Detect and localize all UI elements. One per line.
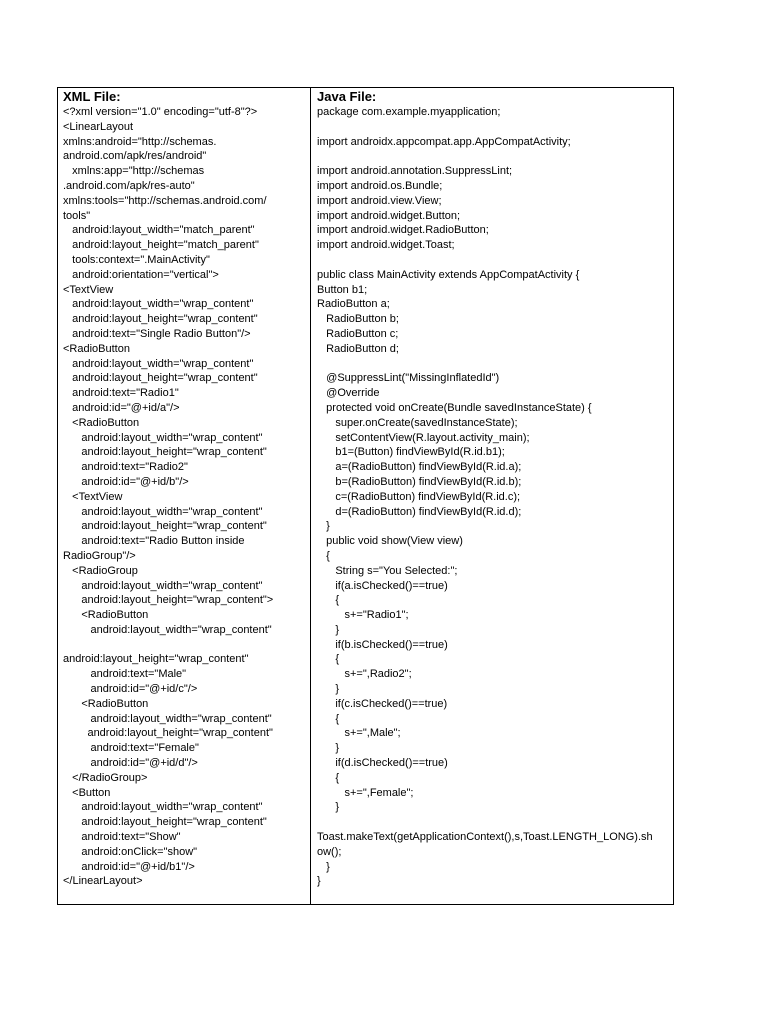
code-line: android:text="Radio Button inside (63, 535, 245, 548)
code-line: b1=(Button) findViewById(R.id.b1); (317, 446, 505, 459)
code-line: android:layout_height="wrap_content"> (63, 594, 274, 607)
code-line: android:id="@+id/d"/> (63, 757, 198, 770)
code-line: @SuppressLint("MissingInflatedId") (317, 372, 500, 385)
code-line: Toast.makeText(getApplicationContext(),s,Toast.LENGTH_LONG).sh (317, 831, 653, 844)
java-code-block (317, 105, 669, 889)
xml-column (58, 88, 311, 904)
code-line: android:text="Male" (63, 668, 187, 681)
code-line: xmlns:android="http://schemas. (63, 135, 217, 148)
code-line: xmlns:app="http://schemas (63, 165, 205, 178)
code-line: .android.com/apk/res-auto" (63, 179, 195, 192)
code-line: import androidx.appcompat.app.AppCompatActivity; (317, 135, 571, 148)
code-line: import android.widget.Button; (317, 209, 461, 222)
code-line: tools:context=".MainActivity" (63, 253, 210, 266)
code-line: android:id="@+id/b"/> (63, 475, 189, 488)
code-line: Button b1; (317, 283, 368, 296)
code-line: android:layout_width="wrap_content" (63, 712, 272, 725)
code-line: s+=",Female"; (317, 786, 414, 799)
code-line: public void show(View view) (317, 535, 463, 548)
code-line: super.onCreate(savedInstanceState); (317, 416, 518, 429)
code-line: d=(RadioButton) findViewById(R.id.d); (317, 505, 522, 518)
code-line (63, 638, 306, 653)
code-line: s+=",Radio2"; (317, 668, 412, 681)
code-line: setContentView(R.layout.activity_main); (317, 431, 530, 444)
code-line: s+=",Male"; (317, 727, 401, 740)
code-line: android:layout_width="match_parent" (63, 224, 255, 237)
code-line: RadioButton d; (317, 342, 399, 355)
code-line: RadioButton b; (317, 313, 399, 326)
code-line: android:text="Radio1" (63, 387, 179, 400)
code-line: android:layout_height="match_parent" (63, 239, 259, 252)
code-line: </LinearLayout> (63, 875, 143, 888)
code-line: String s="You Selected:"; (317, 564, 458, 577)
code-line: tools" (63, 209, 91, 222)
code-line: protected void onCreate(Bundle savedInstanceState) { (317, 401, 592, 414)
code-line: android:text="Radio2" (63, 461, 188, 474)
code-line: xmlns:tools="http://schemas.android.com/ (63, 194, 267, 207)
code-line: import android.widget.RadioButton; (317, 224, 489, 237)
code-line: import android.os.Bundle; (317, 179, 443, 192)
code-line: package com.example.myapplication; (317, 106, 501, 118)
code-line: { (317, 653, 340, 666)
code-line: RadioButton a; (317, 298, 390, 311)
code-line: public class MainActivity extends AppCompatActivity { (317, 268, 580, 281)
code-line (317, 815, 669, 830)
code-line: ow(); (317, 845, 342, 858)
java-heading: Java File: (317, 89, 377, 104)
code-line: { (317, 594, 340, 607)
code-line: android:id="@+id/b1"/> (63, 860, 195, 873)
code-line: b=(RadioButton) findViewById(R.id.b); (317, 475, 522, 488)
code-line: { (317, 712, 340, 725)
code-line: <LinearLayout (63, 120, 134, 133)
code-line: android:text="Show" (63, 831, 181, 844)
code-line: <TextView (63, 283, 114, 296)
code-line: <RadioButton (63, 416, 140, 429)
code-line: if(c.isChecked()==true) (317, 697, 448, 710)
code-line: android:layout_height="wrap_content" (63, 816, 267, 829)
code-line: } (317, 683, 340, 696)
code-line: android:layout_height="wrap_content" (63, 653, 249, 666)
code-line: android:layout_width="wrap_content" (63, 431, 263, 444)
code-line: } (317, 860, 330, 873)
code-line: android:layout_height="wrap_content" (63, 520, 267, 533)
code-line: </RadioGroup> (63, 771, 148, 784)
code-line: } (317, 623, 340, 636)
code-line: } (317, 520, 330, 533)
code-line: android:id="@+id/c"/> (63, 683, 198, 696)
xml-heading: XML File: (63, 89, 121, 104)
code-line: <RadioButton (63, 697, 149, 710)
code-line: } (317, 801, 340, 814)
code-line: } (317, 875, 321, 888)
code-line: android:orientation="vertical"> (63, 268, 219, 281)
code-line: android:layout_width="wrap_content" (63, 579, 263, 592)
code-line: c=(RadioButton) findViewById(R.id.c); (317, 490, 521, 503)
code-line: <Button (63, 786, 111, 799)
code-line: android:layout_width="wrap_content" (63, 801, 263, 814)
code-line: android:layout_height="wrap_content" (63, 727, 273, 740)
code-line (317, 149, 669, 164)
code-line: @Override (317, 387, 380, 400)
code-line: if(b.isChecked()==true) (317, 638, 448, 651)
xml-code-block (63, 105, 306, 889)
code-line: android:layout_width="wrap_content" (63, 298, 254, 311)
code-line: if(a.isChecked()==true) (317, 579, 448, 592)
code-line: { (317, 771, 340, 784)
code-line: <RadioGroup (63, 564, 138, 577)
code-line: if(d.isChecked()==true) (317, 757, 448, 770)
code-line: <RadioButton (63, 609, 149, 622)
code-line: import android.widget.Toast; (317, 239, 455, 252)
code-line: android:id="@+id/a"/> (63, 401, 180, 414)
code-line: RadioButton c; (317, 327, 399, 340)
java-column (311, 88, 673, 904)
code-line: s+="Radio1"; (317, 609, 409, 622)
code-line: a=(RadioButton) findViewById(R.id.a); (317, 461, 522, 474)
code-line: <?xml version="1.0" encoding="utf-8"?> (63, 106, 258, 118)
code-line: android:layout_height="wrap_content" (63, 372, 258, 385)
code-line (317, 120, 669, 135)
code-line: android:text="Single Radio Button"/> (63, 327, 251, 340)
code-line: } (317, 742, 340, 755)
code-line: <RadioButton (63, 342, 130, 355)
code-line: android:layout_height="wrap_content" (63, 313, 258, 326)
code-line (317, 253, 669, 268)
code-line: android:layout_width="wrap_content" (63, 357, 254, 370)
code-line: <TextView (63, 490, 123, 503)
code-line: android:layout_width="wrap_content" (63, 623, 272, 636)
code-line: import android.view.View; (317, 194, 442, 207)
code-line: android:layout_width="wrap_content" (63, 505, 263, 518)
code-line: android:onClick="show" (63, 845, 198, 858)
code-line: RadioGroup"/> (63, 549, 136, 562)
code-line: android:layout_height="wrap_content" (63, 446, 267, 459)
code-line: import android.annotation.SuppressLint; (317, 165, 513, 178)
code-line (317, 357, 669, 372)
code-line: android:text="Female" (63, 742, 199, 755)
code-line: android.com/apk/res/android" (63, 150, 207, 163)
code-table (57, 87, 674, 905)
code-line: { (317, 549, 330, 562)
